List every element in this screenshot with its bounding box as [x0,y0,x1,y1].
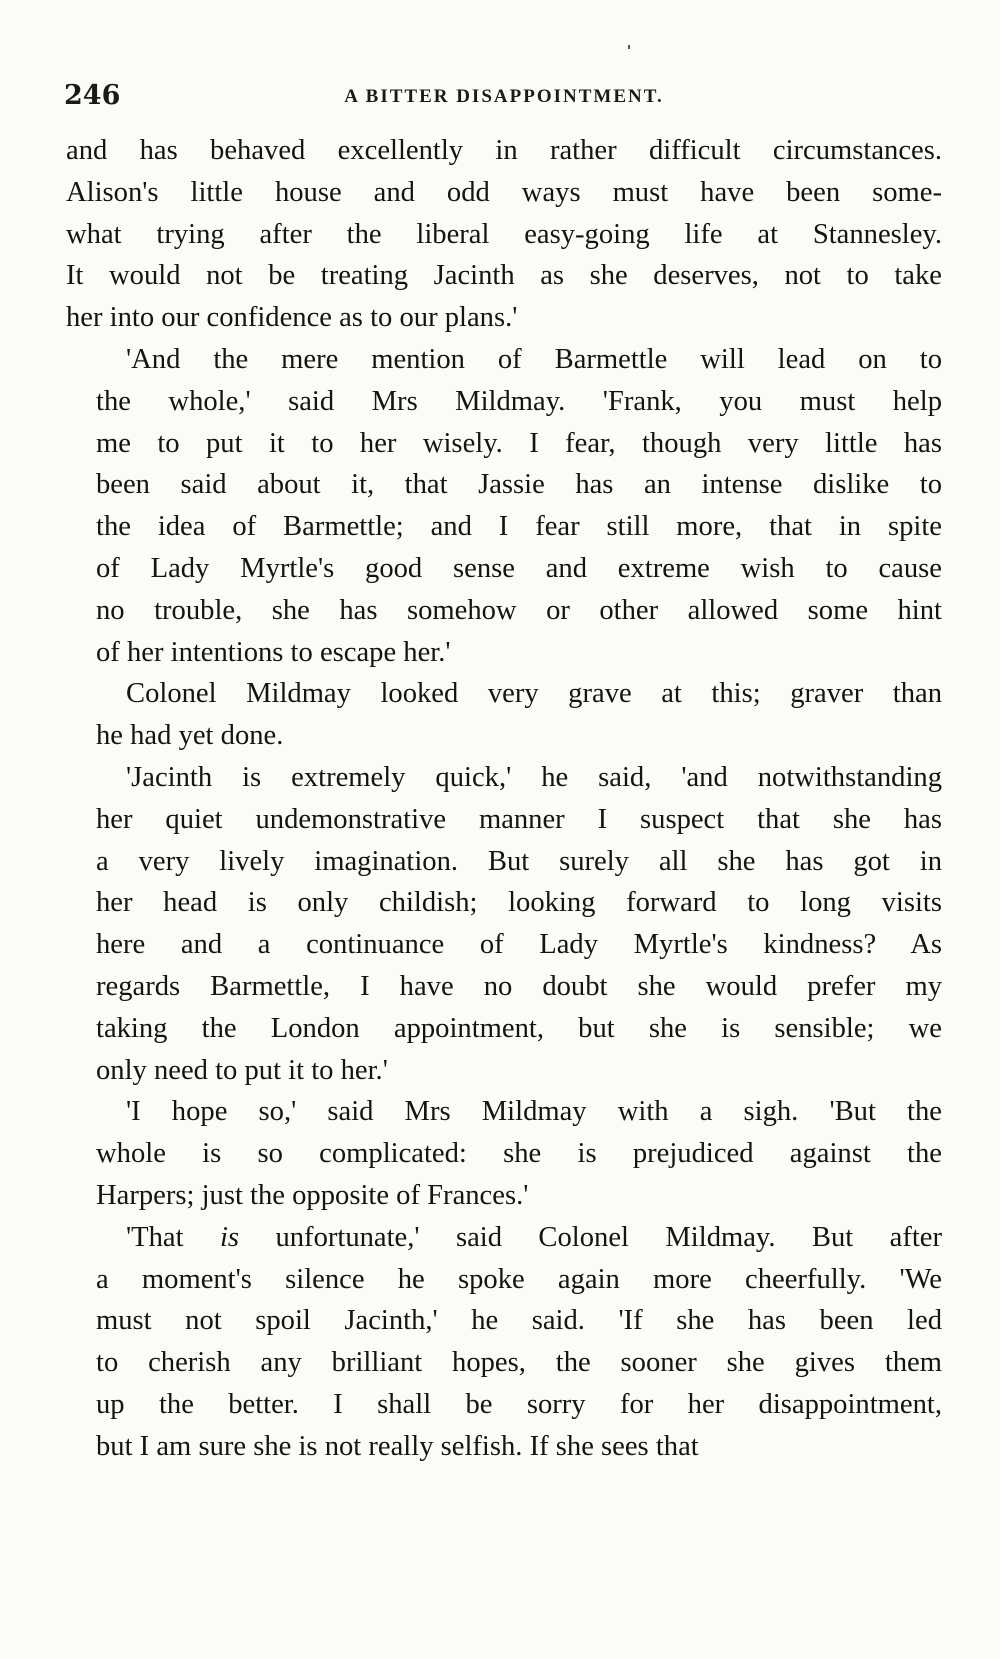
paragraph [66,339,942,673]
text-line: her head is only childish; looking forward to long visits [96,887,942,919]
text-line: up the better. I shall be sorry for her disappointment, [96,1388,942,1420]
text-line: Colonel Mildmay looked very grave at this; graver than [126,678,942,710]
text-line: her into our confidence as to our plans.' [66,302,518,334]
text-line: only need to put it to her.' [96,1054,388,1086]
text-line: a moment's silence he spoke again more cheerfully. 'We [96,1263,942,1295]
text-line: regards Barmettle, I have no doubt she would prefer my [96,970,942,1002]
paragraph [66,130,942,339]
text-line: Alison's little house and odd ways must have been some- [66,176,942,208]
text-line: 'I hope so,' said Mrs Mildmay with a sigh. 'But the [126,1096,942,1128]
page-number: 246 [64,80,121,111]
text-line: 'And the mere mention of Barmettle will lead on to [126,343,942,375]
text-line: what trying after the liberal easy-going life at Stannesley. [66,218,942,250]
text-line: must not spoil Jacinth,' he said. 'If she has been led [96,1305,942,1337]
text-line: and has behaved excellently in rather difficult circumstances. [66,135,942,166]
text-line: 'Jacinth is extremely quick,' he said, 'and notwithstanding [126,761,942,793]
text-line: of Lady Myrtle's good sense and extreme wish to cause [96,552,942,584]
print-speck [628,45,630,49]
text-line: me to put it to her wisely. I fear, though very little has [96,427,942,459]
paragraph [66,1091,942,1216]
text-line: he had yet done. [96,720,284,752]
text-line: no trouble, she has somehow or other allowed some hint [96,594,942,626]
paragraph [66,757,942,1091]
text-line: Harpers; just the opposite of Frances.' [96,1179,529,1211]
text-line: It would not be treating Jacinth as she deserves, not to take [66,260,942,292]
paragraph [66,1217,942,1468]
text-line: 'That is unfortunate,' said Colonel Mildmay. But after [126,1221,943,1253]
text-line: of her intentions to escape her.' [96,636,451,668]
text-line: here and a continuance of Lady Myrtle's kindness? As [96,929,942,961]
text-line: but I am sure she is not really selfish. If she sees that [96,1430,699,1462]
running-head: A BITTER DISAPPOINTMENT. [344,86,664,107]
text-line: the whole,' said Mrs Mildmay. 'Frank, you must help [96,385,942,417]
text-line: the idea of Barmettle; and I fear still more, that in spite [96,511,942,543]
body-text [66,130,942,1468]
text-line: taking the London appointment, but she is sensible; we [96,1012,942,1044]
text-line: her quiet undemonstrative manner I suspect that she has [96,803,942,835]
text-line: to cherish any brilliant hopes, the sooner she gives them [96,1347,942,1379]
paragraph [66,673,942,757]
text-line: whole is so complicated: she is prejudiced against the [96,1138,942,1170]
page-header [64,80,944,120]
text-line: a very lively imagination. But surely all she has got in [96,845,942,877]
text-line: been said about it, that Jassie has an intense dislike to [96,469,942,501]
